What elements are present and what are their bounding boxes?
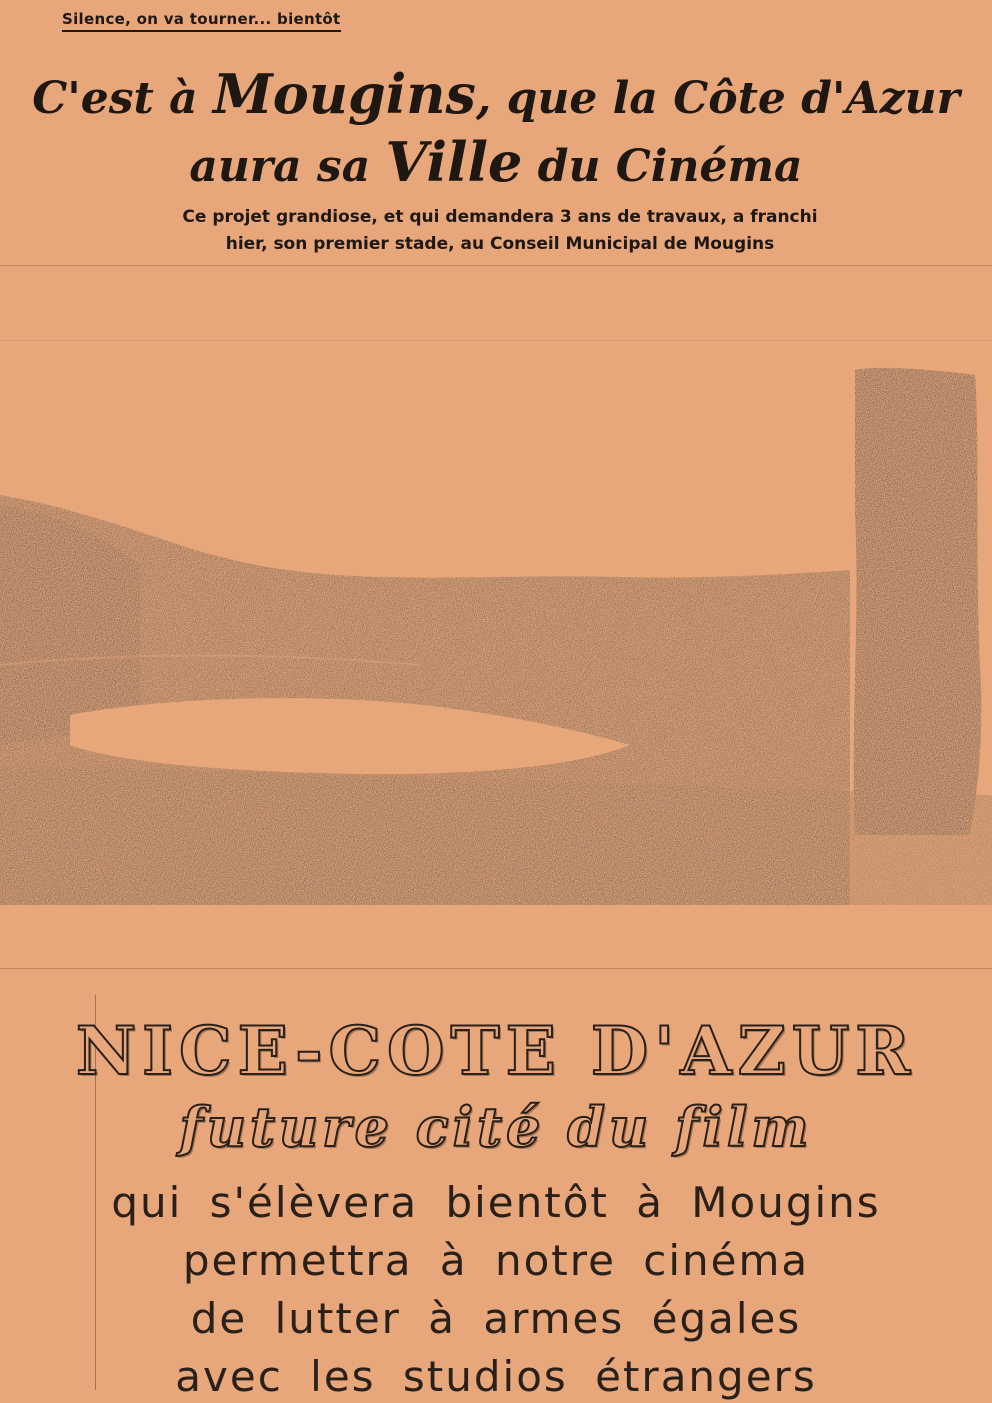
insert-title: NICE-COTE D'AZUR (75, 1012, 917, 1090)
deck-line-1: Ce projet grandiose, et qui demandera 3 ans de travaux, a franchi (182, 207, 818, 227)
landscape-photo (0, 365, 992, 905)
insert-line: qui s'élèvera bientôt à Mougins (111, 1178, 881, 1227)
headline-text: aura sa (189, 141, 386, 192)
fold-line-top (0, 265, 992, 266)
insert-line: avec les studios étrangers (175, 1352, 817, 1401)
headline-text: du Cinéma (522, 141, 803, 192)
insert-subtitle: future cité du film (179, 1095, 813, 1159)
headline-emphasis: Mougins (212, 62, 476, 126)
fold-line-upper (0, 340, 992, 341)
headline-emphasis: Ville (385, 130, 523, 194)
insert-line: de lutter à armes égales (190, 1294, 802, 1343)
headline-text: , que la Côte d'Azur (475, 73, 960, 124)
insert-line: permettra à notre cinéma (182, 1236, 810, 1285)
headline-line-2 (0, 130, 992, 194)
headline-line-1 (0, 62, 992, 126)
headline-text: C'est à (32, 73, 213, 124)
fold-line-lower (0, 968, 992, 969)
deck-line-2: hier, son premier stade, au Conseil Municipal de Mougins (225, 234, 775, 254)
kicker: Silence, on va tourner... bientôt (62, 10, 341, 32)
